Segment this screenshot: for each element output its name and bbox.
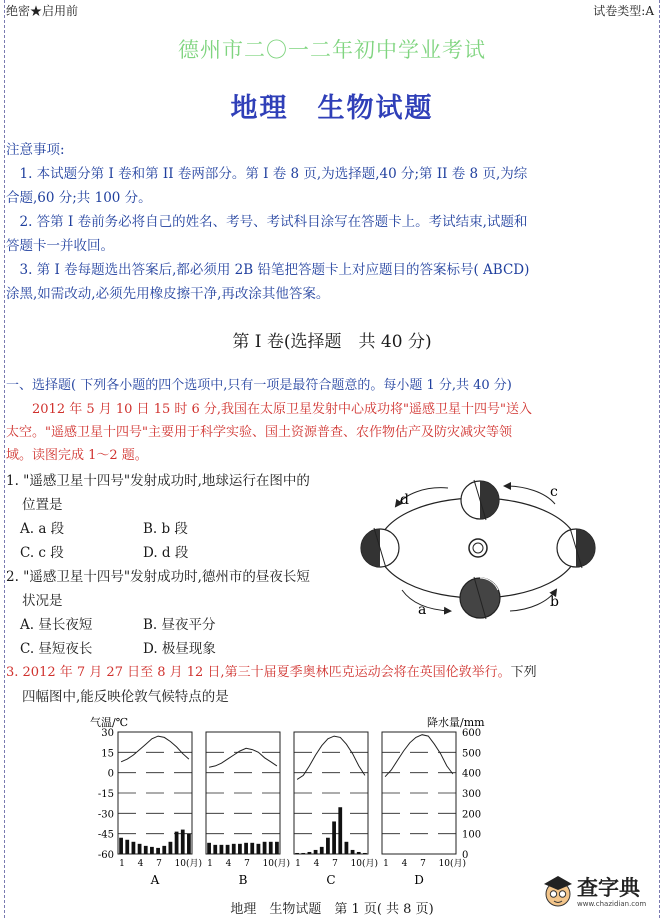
precip-bar (150, 847, 154, 854)
precip-tick-label: 600 (462, 728, 482, 739)
temp-tick-label: 30 (101, 728, 114, 739)
month-tick-label: 7 (420, 859, 426, 869)
note-1a: 1. 本试题分第 I 卷和第 II 卷两部分。第 I 卷 8 页,为选择题,40 分;第 II 卷 8 页,为综 (6, 166, 528, 182)
earth-orbit-diagram (350, 468, 600, 628)
precip-bar (220, 845, 224, 854)
month-tick-label: 4 (401, 859, 408, 869)
site-logo[interactable] (541, 866, 661, 916)
note-3b: 涂黑,如需改动,必须先用橡皮擦干净,再改涂其他答案。 (6, 286, 330, 302)
panel-label: C (326, 873, 336, 887)
passage-line-1: 2012 年 5 月 10 日 15 时 6 分,我国在太原卫星发射中心成功将"遥感卫星十四号"送入 (6, 402, 532, 417)
precip-bar (169, 842, 173, 854)
month-tick-label: 7 (244, 859, 250, 869)
month-tick-label: 10(月) (350, 859, 379, 869)
precip-bar (295, 853, 299, 854)
climate-panel-d (382, 732, 469, 887)
page-footer: 地理 生物试题 第 1 页( 共 8 页) (230, 902, 434, 917)
precip-bar (338, 807, 342, 854)
precip-bar (144, 846, 148, 854)
precip-bar (156, 848, 160, 854)
temp-tick-label: -30 (97, 809, 114, 821)
temp-tick-label: 15 (101, 748, 114, 760)
precip-bar (125, 840, 129, 854)
precip-bar (213, 845, 217, 854)
part1-heading: 一、选择题( 下列各小题的四个选项中,只有一项是最符合题意的。每小题 1 分,共 40 分) (6, 378, 512, 393)
section-title: 第 I 卷(选择题 共 40 分) (232, 332, 432, 352)
month-tick-label: 1 (383, 859, 389, 869)
precip-bar (119, 838, 123, 854)
precip-bar (332, 821, 336, 854)
note-2b: 答题卡一并收回。 (6, 238, 114, 254)
climate-charts (82, 712, 502, 892)
precip-tick-label: 300 (462, 789, 482, 800)
month-tick-label: 7 (156, 859, 162, 869)
temp-axis-label: 气温/℃ (90, 716, 129, 729)
q3-stem-a2: 下列 (510, 665, 537, 680)
precip-tick-label: 100 (462, 829, 482, 841)
panel-label: B (238, 873, 248, 887)
orbit-label-b: b (550, 594, 559, 610)
logo-brand: 查字典 (577, 876, 640, 900)
panel-label: A (150, 873, 160, 887)
q1-option-a[interactable]: A. a 段 (20, 521, 65, 537)
climate-panel-c (294, 732, 378, 887)
logo-url: www.chazidian.com (577, 900, 647, 908)
precip-tick-label: 400 (462, 768, 482, 780)
q3-stem-b: 四幅图中,能反映伦敦气候特点的是 (22, 689, 229, 705)
note-2a: 2. 答第 I 卷前务必将自己的姓名、考号、考试科目涂写在答题卡上。考试结束,试题和 (6, 214, 528, 230)
notes-heading: 注意事项: (6, 142, 65, 158)
precip-bar (257, 844, 261, 854)
precip-bar (238, 844, 242, 854)
precip-bar (269, 842, 273, 854)
q2-stem-b: 状况是 (22, 593, 63, 609)
q1-option-d[interactable]: D. d 段 (143, 545, 189, 561)
mascot-icon (541, 872, 575, 910)
orbit-label-a: a (418, 602, 427, 618)
precip-bar (363, 853, 367, 854)
precip-bar (326, 838, 330, 854)
confidential-mark: 绝密★启用前 (6, 4, 79, 18)
precip-axis-label: 降水量/mm (427, 716, 485, 729)
precip-bar (226, 845, 230, 854)
note-3a: 3. 第 I 卷每题选出答案后,都必须用 2B 铅笔把答题卡上对应题目的答案标号( ABCD) (6, 262, 530, 278)
passage-line-2: 太空。"遥感卫星十四号"主要用于科学实验、国土资源普查、农作物估产及防灾减灾等领 (6, 425, 512, 440)
month-tick-label: 10(月) (262, 859, 291, 869)
subject-title: 地理 生物试题 (230, 93, 434, 124)
precip-bar (320, 847, 324, 854)
precip-bar (314, 850, 318, 854)
q1-option-b[interactable]: B. b 段 (143, 521, 188, 537)
month-tick-label: 1 (207, 859, 213, 869)
precip-bar (132, 842, 136, 854)
precip-bar (250, 843, 254, 854)
month-tick-label: 7 (332, 859, 338, 869)
month-tick-label: 4 (225, 859, 232, 869)
exam-type: 试卷类型:A (593, 4, 654, 18)
earth-bottom (460, 577, 500, 619)
precip-tick-label: 500 (462, 748, 482, 760)
precip-bar (308, 852, 312, 854)
precip-bar (181, 830, 185, 854)
q3-stem-a: 3. 2012 年 7 月 27 日至 8 月 12 日,第三十届夏季奥林匹克运动会将在英国伦敦举行。 (6, 665, 511, 680)
q1-stem-b: 位置是 (22, 497, 63, 513)
precip-bar (301, 853, 305, 854)
q1-option-c[interactable]: C. c 段 (20, 545, 64, 561)
earth-right (557, 528, 595, 568)
exam-title: 德州市二〇一二年初中学业考试 (178, 38, 486, 62)
month-tick-label: 4 (137, 859, 144, 869)
climate-panel-a (118, 732, 202, 887)
q2-stem-a: 2. "遥感卫星十四号"发射成功时,德州市的昼夜长短 (6, 569, 310, 585)
climate-panel-b (206, 732, 290, 887)
orbit-label-c: c (550, 484, 558, 500)
precip-bar (263, 842, 267, 854)
temp-tick-label: -15 (97, 789, 114, 800)
precip-bar (357, 852, 361, 854)
precip-bar (162, 846, 166, 854)
temp-tick-label: 0 (107, 768, 114, 780)
q2-option-d[interactable]: D. 极昼现象 (143, 641, 216, 657)
passage-line-3: 域。读图完成 1～2 题。 (6, 448, 148, 463)
panel-label: D (414, 873, 424, 887)
month-tick-label: 4 (313, 859, 320, 869)
month-tick-label: 10(月) (174, 859, 203, 869)
precip-bar (187, 834, 191, 854)
precip-bar (351, 850, 355, 854)
temp-tick-label: -60 (97, 850, 114, 861)
precip-bar (232, 844, 236, 854)
q2-option-b[interactable]: B. 昼夜平分 (143, 617, 216, 633)
month-tick-label: 10(月) (438, 859, 467, 869)
precip-bar (244, 843, 248, 854)
note-1b: 合题,60 分;共 100 分。 (6, 190, 152, 206)
month-tick-label: 1 (119, 859, 125, 869)
precip-bar (275, 842, 279, 854)
precip-bar (138, 844, 142, 854)
precip-bar (175, 832, 179, 854)
precip-bar (207, 843, 211, 854)
earth-left (361, 528, 399, 568)
precip-tick-label: 200 (462, 809, 482, 821)
precip-bar (345, 842, 349, 854)
orbit-label-d: d (400, 492, 409, 508)
precip-tick-label: 0 (462, 850, 469, 861)
month-tick-label: 1 (295, 859, 301, 869)
q2-option-c[interactable]: C. 昼短夜长 (20, 641, 93, 657)
temp-tick-label: -45 (97, 829, 114, 841)
q2-option-a[interactable]: A. 昼长夜短 (20, 617, 93, 633)
earth-top (461, 480, 499, 520)
q1-stem-a: 1. "遥感卫星十四号"发射成功时,地球运行在图中的 (6, 473, 310, 489)
